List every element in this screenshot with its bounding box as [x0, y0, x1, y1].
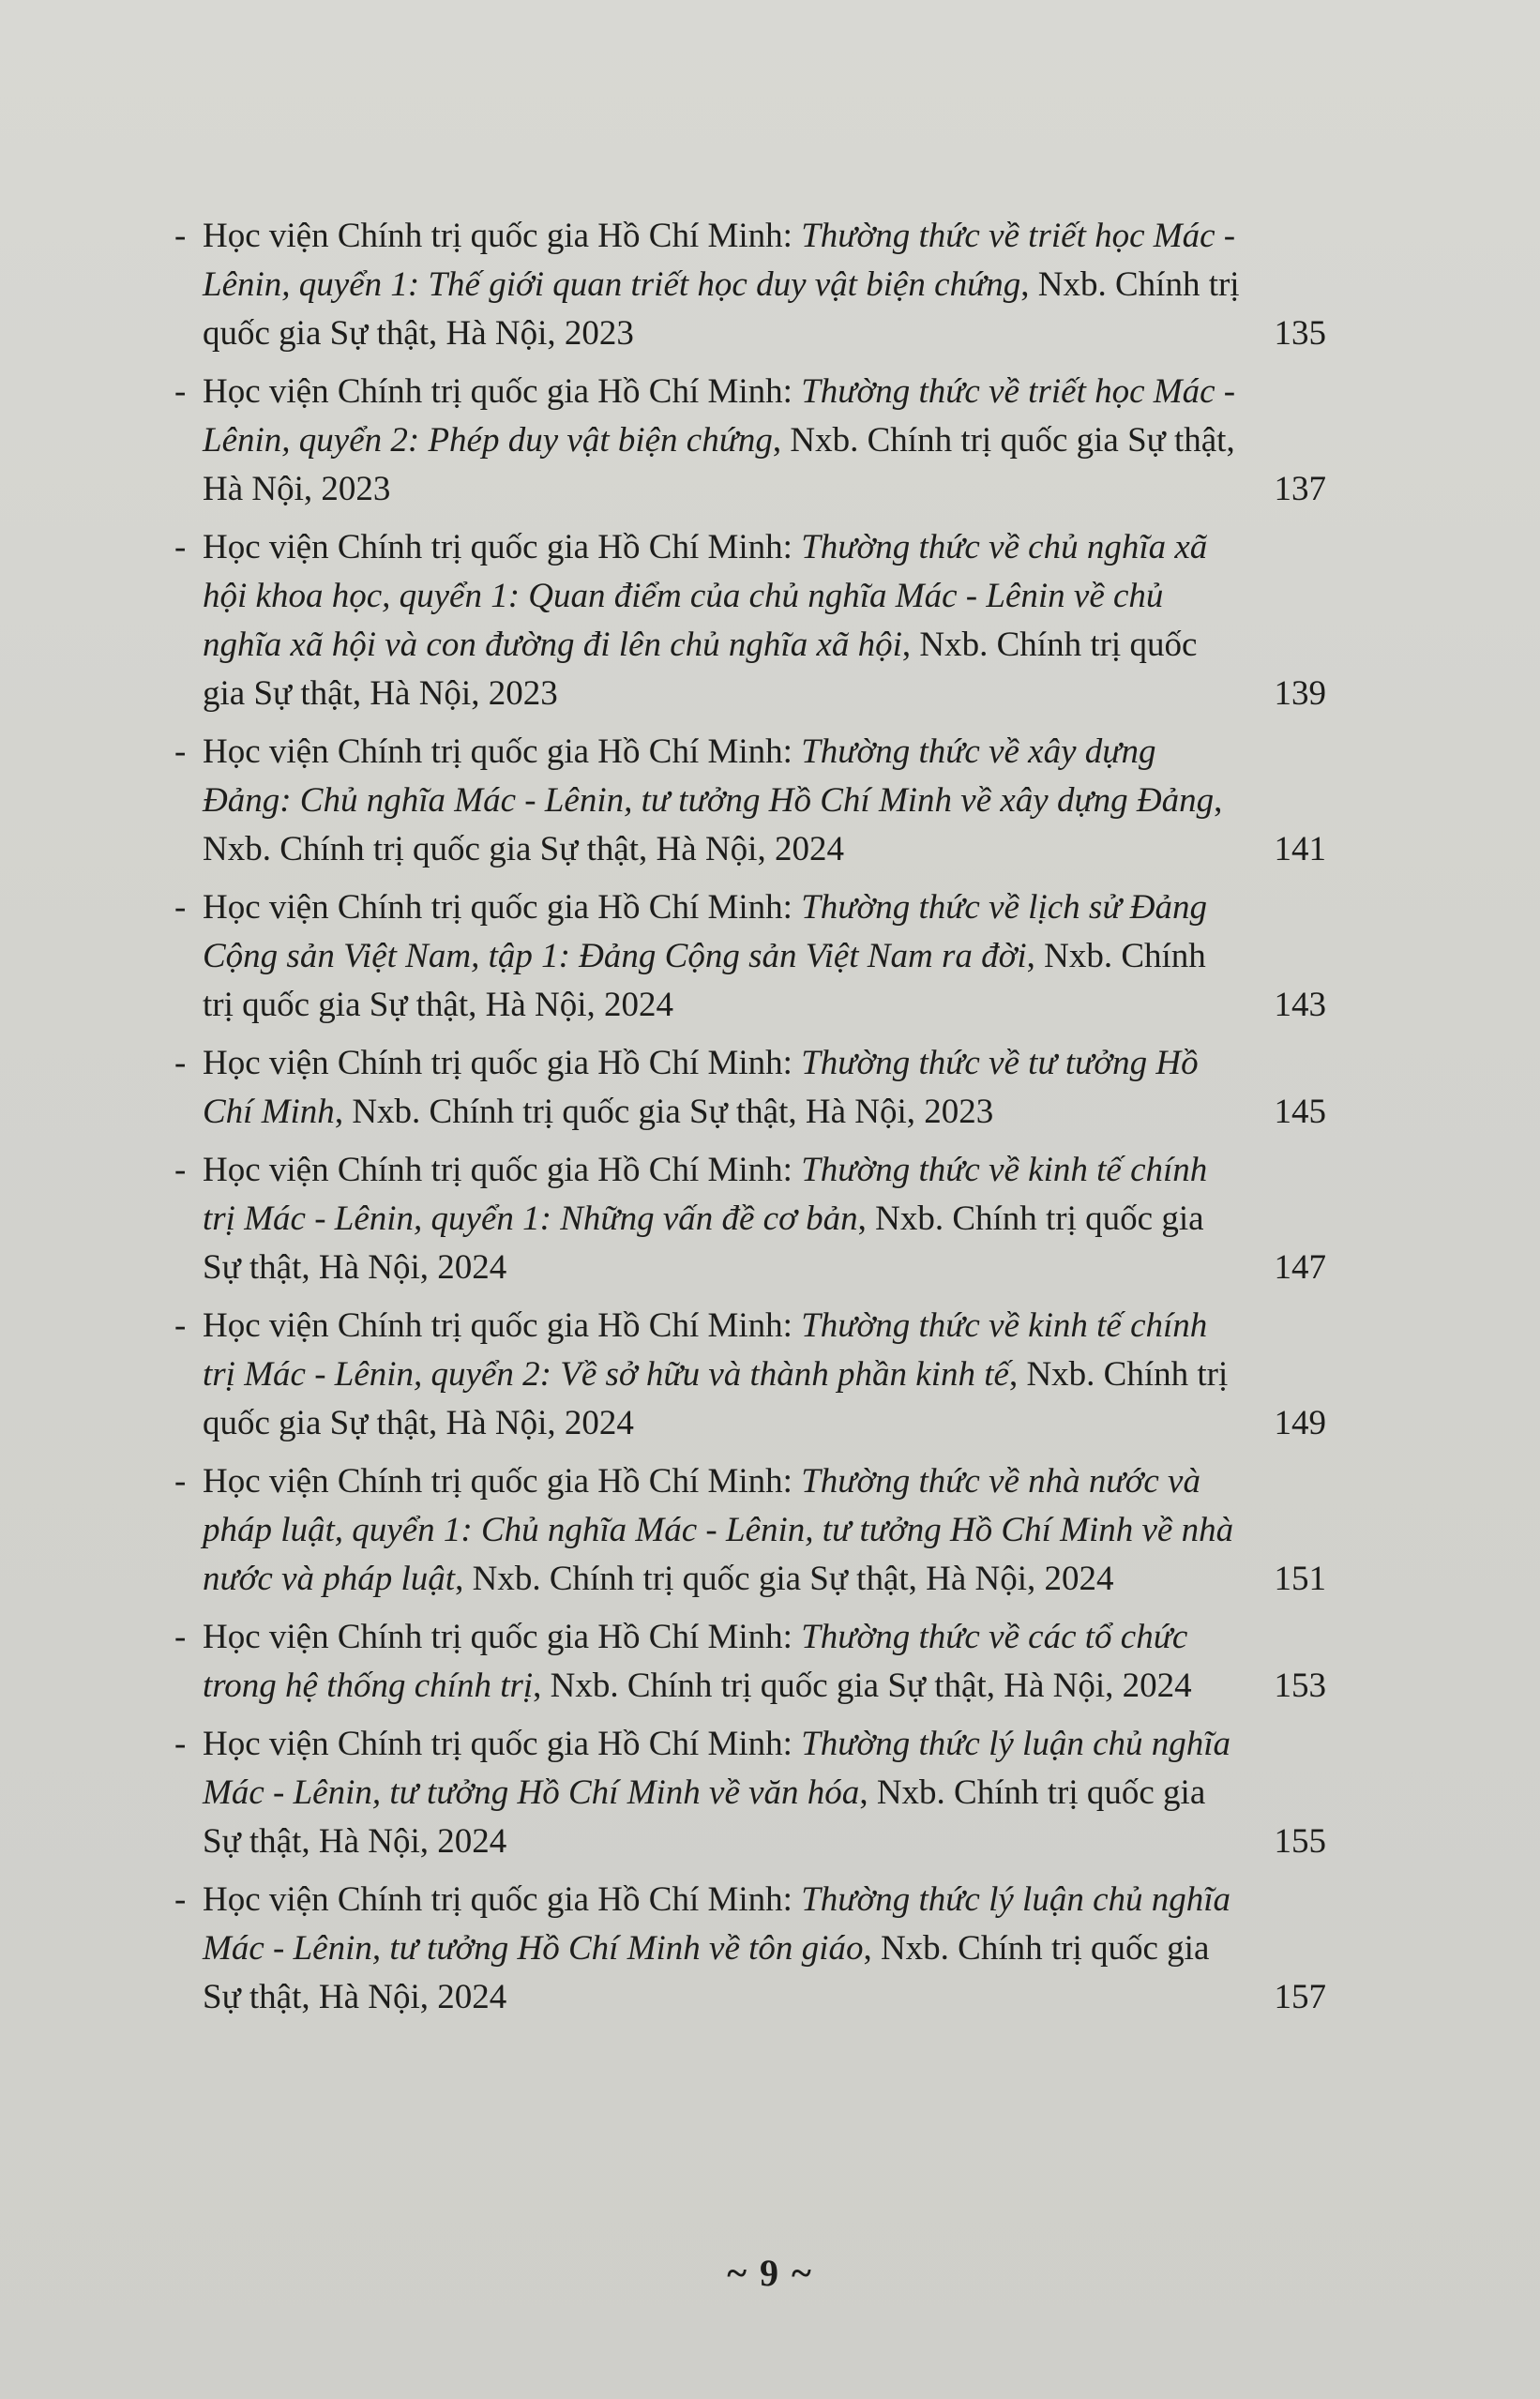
- entry-author: Học viện Chính trị quốc gia Hồ Chí Minh:: [203, 528, 802, 566]
- entry-page-number: 135: [1274, 314, 1326, 353]
- entry-text: [203, 1876, 1244, 2022]
- entry-publisher: , Nxb. Chính trị quốc gia Sự thật, Hà Nội, 2024: [203, 1773, 1206, 1861]
- entry-dash: -: [174, 1151, 187, 1189]
- entry-title: Thường thức về triết học Mác - Lênin, quyển 1: Thế giới quan triết học duy vật biện chứng: [203, 217, 1236, 304]
- reference-entry: [174, 1302, 1326, 1448]
- entry-title: Thường thức về chủ nghĩa xã hội khoa học, quyển 1: Quan điểm của chủ nghĩa Mác - Lênin về chủ nghĩa xã hội và con đường đi lên chủ nghĩa xã hội: [203, 528, 1208, 664]
- entry-publisher: , Nxb. Chính trị quốc gia Sự thật, Hà Nội, 2023: [203, 626, 1198, 713]
- entry-page-number: 155: [1274, 1822, 1326, 1861]
- entry-title: Thường thức lý luận chủ nghĩa Mác - Lênin, tư tưởng Hồ Chí Minh về tôn giáo: [203, 1880, 1231, 1968]
- entry-page-number: 149: [1274, 1404, 1326, 1442]
- entry-text: [203, 1613, 1244, 1711]
- entry-text: [203, 1720, 1244, 1866]
- entry-publisher: , Nxb. Chính trị quốc gia Sự thật, Hà Nội, 2024: [203, 1355, 1229, 1442]
- entry-publisher: , Nxb. Chính trị quốc gia Sự thật, Hà Nội, 2024: [203, 1929, 1210, 2016]
- entry-page-number: 157: [1274, 1978, 1326, 2016]
- reference-list: [174, 212, 1326, 2031]
- entry-author: Học viện Chính trị quốc gia Hồ Chí Minh:: [203, 1880, 802, 1919]
- entry-dash: -: [174, 1725, 187, 1763]
- entry-publisher: , Nxb. Chính trị quốc gia Sự thật, Hà Nội, 2024: [455, 1560, 1114, 1598]
- entry-text: [203, 883, 1244, 1030]
- entry-dash: -: [174, 372, 187, 411]
- entry-page-number: 145: [1274, 1093, 1326, 1131]
- entry-title: Thường thức về kinh tế chính trị Mác - Lênin, quyển 1: Những vấn đề cơ bản: [203, 1151, 1208, 1238]
- entry-text: [203, 1039, 1244, 1137]
- entry-publisher: , Nxb. Chính trị quốc gia Sự thật, Hà Nội, 2023: [203, 265, 1240, 353]
- entry-page-number: 147: [1274, 1248, 1326, 1287]
- entry-text: [203, 1146, 1244, 1292]
- entry-title: Thường thức về nhà nước và pháp luật, quyển 1: Chủ nghĩa Mác - Lênin, tư tưởng Hồ Chí Minh về nhà nước và pháp luật: [203, 1462, 1234, 1598]
- entry-text: [203, 1457, 1244, 1604]
- entry-publisher: , Nxb. Chính trị quốc gia Sự thật, Hà Nội, 2024: [203, 1200, 1204, 1287]
- reference-entry: [174, 1613, 1326, 1711]
- entry-author: Học viện Chính trị quốc gia Hồ Chí Minh:: [203, 372, 802, 411]
- entry-page-number: 151: [1274, 1560, 1326, 1598]
- entry-text: [203, 523, 1244, 718]
- entry-dash: -: [174, 732, 187, 771]
- entry-text: [203, 1302, 1244, 1448]
- entry-publisher: , Nxb. Chính trị quốc gia Sự thật, Hà Nội, 2023: [334, 1093, 994, 1131]
- entry-page-number: 153: [1274, 1667, 1326, 1705]
- reference-entry: [174, 728, 1326, 874]
- entry-text: [203, 368, 1244, 514]
- entry-author: Học viện Chính trị quốc gia Hồ Chí Minh:: [203, 1151, 802, 1189]
- entry-title: Thường thức về triết học Mác - Lênin, quyển 2: Phép duy vật biện chứng: [203, 372, 1236, 460]
- reference-entry: [174, 368, 1326, 514]
- entry-title: Thường thức lý luận chủ nghĩa Mác - Lênin, tư tưởng Hồ Chí Minh về văn hóa: [203, 1725, 1231, 1812]
- reference-entry: [174, 1720, 1326, 1866]
- reference-entry: [174, 1457, 1326, 1604]
- entry-publisher: , Nxb. Chính trị quốc gia Sự thật, Hà Nội, 2024: [203, 781, 1223, 868]
- entry-page-number: 139: [1274, 674, 1326, 713]
- entry-title: Thường thức về các tổ chức trong hệ thống chính trị: [203, 1618, 1188, 1705]
- reference-entry: [174, 1039, 1326, 1137]
- entry-author: Học viện Chính trị quốc gia Hồ Chí Minh:: [203, 217, 802, 255]
- entry-author: Học viện Chính trị quốc gia Hồ Chí Minh:: [203, 1462, 802, 1501]
- entry-title: Thường thức về xây dựng Đảng: Chủ nghĩa Mác - Lênin, tư tưởng Hồ Chí Minh về xây dựng Đảng: [203, 732, 1215, 820]
- entry-publisher: , Nxb. Chính trị quốc gia Sự thật, Hà Nội, 2024: [533, 1667, 1192, 1705]
- entry-author: Học viện Chính trị quốc gia Hồ Chí Minh:: [203, 1044, 802, 1082]
- entry-publisher: , Nxb. Chính trị quốc gia Sự thật, Hà Nội, 2024: [203, 937, 1206, 1024]
- entry-author: Học viện Chính trị quốc gia Hồ Chí Minh:: [203, 1306, 802, 1345]
- entry-publisher: , Nxb. Chính trị quốc gia Sự thật, Hà Nội, 2023: [203, 421, 1235, 508]
- entry-dash: -: [174, 1044, 187, 1082]
- entry-author: Học viện Chính trị quốc gia Hồ Chí Minh:: [203, 1725, 802, 1763]
- reference-entry: [174, 212, 1326, 358]
- entry-dash: -: [174, 528, 187, 566]
- entry-text: [203, 728, 1244, 874]
- entry-page-number: 143: [1274, 986, 1326, 1024]
- entry-dash: -: [174, 1306, 187, 1345]
- entry-author: Học viện Chính trị quốc gia Hồ Chí Minh:: [203, 888, 802, 927]
- entry-dash: -: [174, 1880, 187, 1919]
- entry-title: Thường thức về lịch sử Đảng Cộng sản Việt Nam, tập 1: Đảng Cộng sản Việt Nam ra đời: [203, 888, 1207, 975]
- reference-entry: [174, 1876, 1326, 2022]
- entry-text: [203, 212, 1244, 358]
- entry-page-number: 137: [1274, 470, 1326, 508]
- entry-page-number: 141: [1274, 830, 1326, 868]
- entry-title: Thường thức về kinh tế chính trị Mác - Lênin, quyển 2: Về sở hữu và thành phần kinh tế: [203, 1306, 1208, 1394]
- entry-author: Học viện Chính trị quốc gia Hồ Chí Minh:: [203, 732, 802, 771]
- reference-entry: [174, 1146, 1326, 1292]
- page-number-footer: ~ 9 ~: [727, 2252, 813, 2294]
- entry-title: Thường thức về tư tưởng Hồ Chí Minh: [203, 1044, 1199, 1131]
- entry-dash: -: [174, 1618, 187, 1656]
- entry-author: Học viện Chính trị quốc gia Hồ Chí Minh:: [203, 1618, 802, 1656]
- entry-dash: -: [174, 888, 187, 927]
- reference-entry: [174, 523, 1326, 718]
- entry-dash: -: [174, 1462, 187, 1501]
- reference-entry: [174, 883, 1326, 1030]
- entry-dash: -: [174, 217, 187, 255]
